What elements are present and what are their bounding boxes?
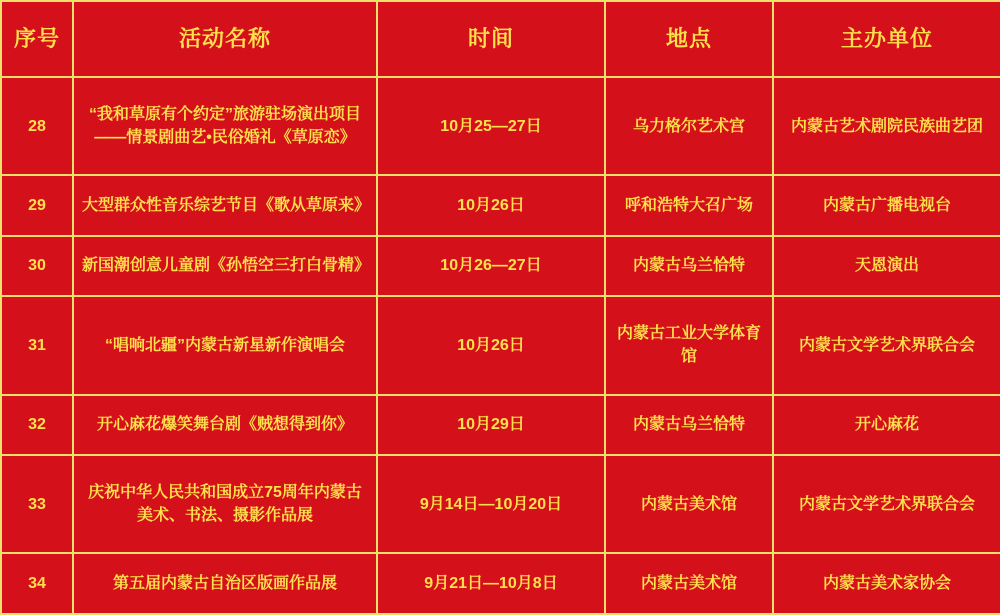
cell-index: 30 xyxy=(1,236,73,297)
table-body xyxy=(1,77,1000,614)
cell-place: 内蒙古美术馆 xyxy=(605,553,773,614)
cell-index: 33 xyxy=(1,455,73,553)
column-header-org: 主办单位 xyxy=(773,1,1000,77)
cell-org: 内蒙古文学艺术界联合会 xyxy=(773,455,1000,553)
table-row xyxy=(1,175,1000,236)
cell-name: “我和草原有个约定”旅游驻场演出项目 ——情景剧曲艺•民俗婚礼《草原恋》 xyxy=(73,77,377,175)
cell-place: 内蒙古乌兰恰特 xyxy=(605,236,773,297)
cell-index: 29 xyxy=(1,175,73,236)
table-row xyxy=(1,553,1000,614)
cell-time: 10月25—27日 xyxy=(377,77,605,175)
cell-name: “唱响北疆”内蒙古新星新作演唱会 xyxy=(73,296,377,394)
cell-time: 10月26—27日 xyxy=(377,236,605,297)
cell-time: 10月26日 xyxy=(377,296,605,394)
column-header-place: 地点 xyxy=(605,1,773,77)
table-row xyxy=(1,455,1000,553)
table-header xyxy=(1,1,1000,77)
table-row xyxy=(1,77,1000,175)
cell-place: 内蒙古乌兰恰特 xyxy=(605,395,773,456)
table-row xyxy=(1,296,1000,394)
cell-org: 内蒙古文学艺术界联合会 xyxy=(773,296,1000,394)
cell-name: 庆祝中华人民共和国成立75周年内蒙古美术、书法、摄影作品展 xyxy=(73,455,377,553)
cell-place: 内蒙古工业大学体育馆 xyxy=(605,296,773,394)
cell-index: 32 xyxy=(1,395,73,456)
table-row xyxy=(1,236,1000,297)
cell-name: 开心麻花爆笑舞台剧《贼想得到你》 xyxy=(73,395,377,456)
cell-time: 10月26日 xyxy=(377,175,605,236)
column-header-index: 序号 xyxy=(1,1,73,77)
column-header-time: 时间 xyxy=(377,1,605,77)
table-row xyxy=(1,395,1000,456)
column-header-name: 活动名称 xyxy=(73,1,377,77)
cell-index: 34 xyxy=(1,553,73,614)
cell-name: 第五届内蒙古自治区版画作品展 xyxy=(73,553,377,614)
cell-place: 呼和浩特大召广场 xyxy=(605,175,773,236)
cell-org: 内蒙古艺术剧院民族曲艺团 xyxy=(773,77,1000,175)
cell-time: 10月29日 xyxy=(377,395,605,456)
cell-name: 新国潮创意儿童剧《孙悟空三打白骨精》 xyxy=(73,236,377,297)
table-header-row xyxy=(1,1,1000,77)
cell-org: 开心麻花 xyxy=(773,395,1000,456)
cell-index: 28 xyxy=(1,77,73,175)
cell-org: 内蒙古广播电视台 xyxy=(773,175,1000,236)
cell-time: 9月14日—10月20日 xyxy=(377,455,605,553)
cell-time: 9月21日—10月8日 xyxy=(377,553,605,614)
cell-place: 乌力格尔艺术宫 xyxy=(605,77,773,175)
cell-place: 内蒙古美术馆 xyxy=(605,455,773,553)
cell-name: 大型群众性音乐综艺节目《歌从草原来》 xyxy=(73,175,377,236)
cell-org: 天恩演出 xyxy=(773,236,1000,297)
cell-index: 31 xyxy=(1,296,73,394)
cell-org: 内蒙古美术家协会 xyxy=(773,553,1000,614)
